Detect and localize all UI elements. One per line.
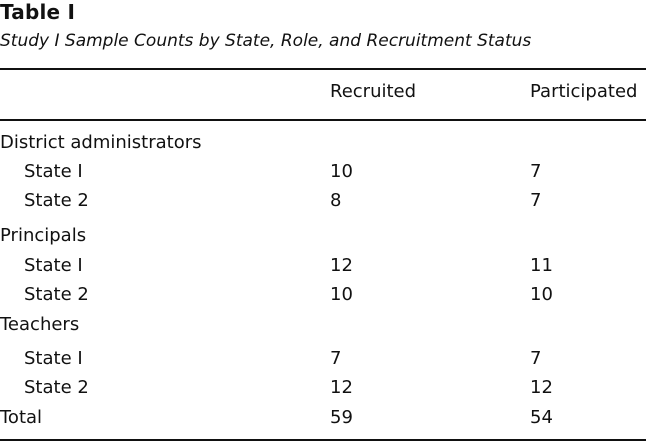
table-row-district-administrators — [0, 128, 646, 157]
recruited-value: 12 — [330, 377, 353, 398]
table-row-principals-state-1 — [0, 251, 646, 280]
table-row-principals — [0, 221, 646, 250]
row-label: State 2 — [24, 190, 89, 211]
row-label: State I — [24, 348, 83, 369]
row-label: State I — [24, 255, 83, 276]
table-row-teachers-state-2 — [0, 373, 646, 402]
participated-value: 7 — [530, 348, 542, 369]
table-row-district-state-2 — [0, 186, 646, 215]
table-top-rule — [0, 68, 646, 70]
table-header-row — [0, 77, 646, 106]
participated-value: 12 — [530, 377, 553, 398]
row-label: State 2 — [24, 284, 89, 305]
table-row-principals-state-2 — [0, 280, 646, 309]
row-label: District administrators — [0, 132, 202, 153]
table-header-rule — [0, 119, 646, 121]
row-label: Principals — [0, 225, 87, 246]
participated-value: 7 — [530, 161, 542, 182]
participated-value: 54 — [530, 407, 553, 428]
column-header-recruited: Recruited — [330, 81, 417, 102]
table-caption: Study I Sample Counts by State, Role, and Recruitment Status — [0, 31, 532, 51]
table-row-teachers — [0, 310, 646, 339]
participated-value: 10 — [530, 284, 553, 305]
recruited-value: 8 — [330, 190, 342, 211]
table-bottom-rule — [0, 439, 646, 441]
table-row-district-state-1 — [0, 157, 646, 186]
participated-value: 7 — [530, 190, 542, 211]
row-label: State I — [24, 161, 83, 182]
recruited-value: 12 — [330, 255, 353, 276]
row-label: Total — [0, 407, 43, 428]
recruited-value: 10 — [330, 161, 353, 182]
row-label: Teachers — [0, 314, 80, 335]
table-row-teachers-state-1 — [0, 344, 646, 373]
recruited-value: 7 — [330, 348, 342, 369]
row-label: State 2 — [24, 377, 89, 398]
participated-value: 11 — [530, 255, 553, 276]
table-row-total — [0, 403, 646, 432]
column-header-participated: Participated — [530, 81, 638, 102]
table-label: Table I — [0, 0, 76, 24]
recruited-value: 59 — [330, 407, 353, 428]
recruited-value: 10 — [330, 284, 353, 305]
